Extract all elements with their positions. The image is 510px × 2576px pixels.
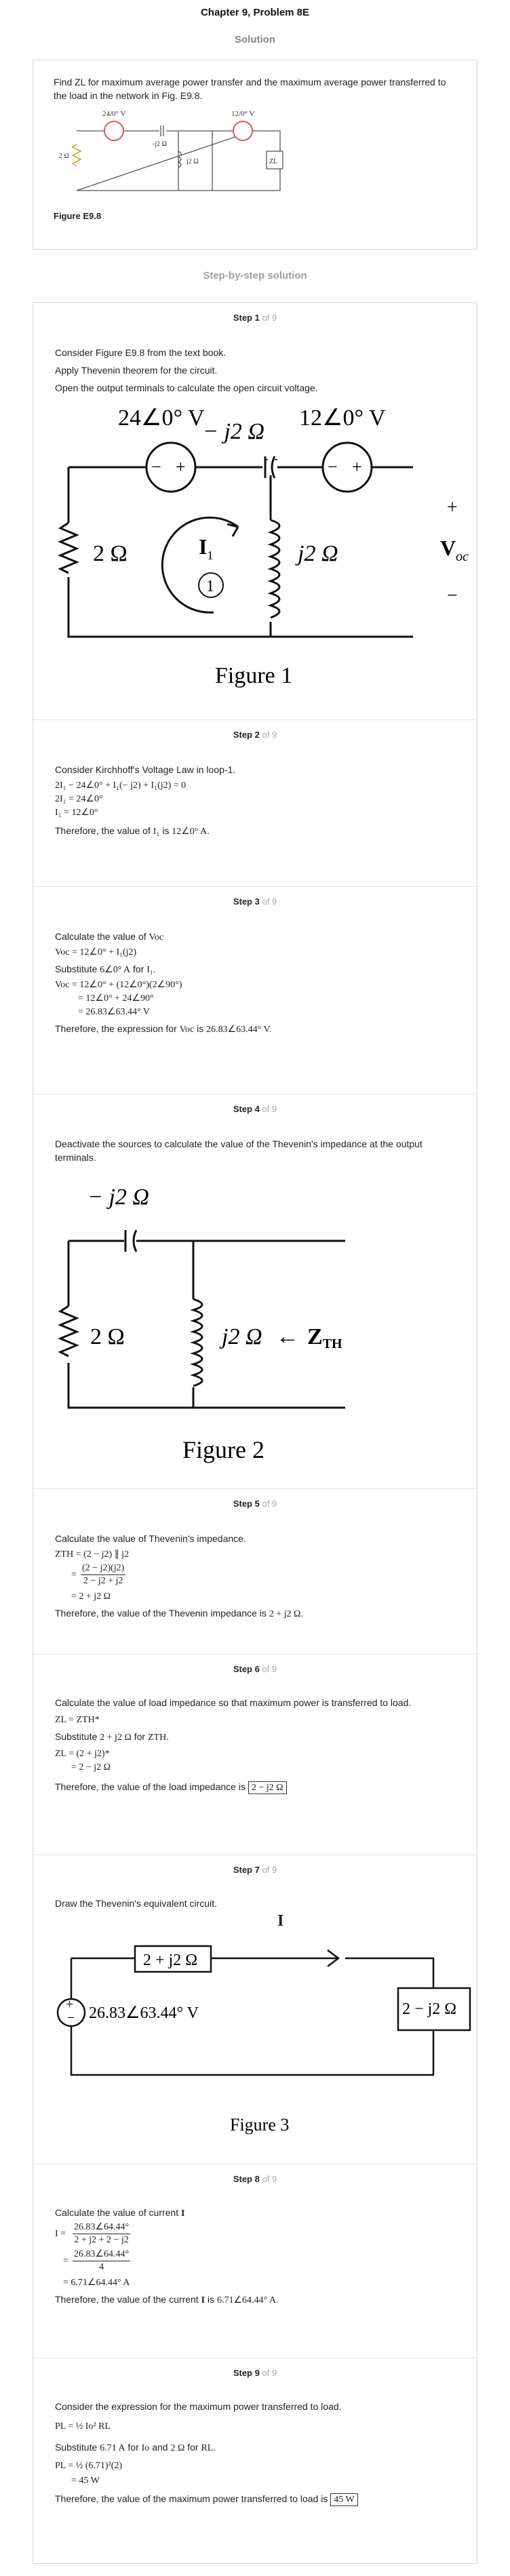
step-8	[33, 2164, 477, 2358]
step-6	[33, 1654, 477, 1855]
step-2-eq-3: I₁ = 12∠0°	[55, 808, 98, 818]
step-2	[33, 719, 477, 887]
figure-3-circuit	[54, 1934, 460, 2158]
problem-v2-label: 12/0° V	[231, 110, 255, 118]
step-7-label: Step 7	[233, 1865, 260, 1875]
step-3-eq-4: = 26.83∠63.44° V	[78, 1007, 150, 1017]
step-8-line-1: Calculate the value of current I	[55, 2207, 185, 2219]
step-2-total: of 9	[262, 730, 277, 740]
figure-3-current-label: I	[277, 1912, 284, 1930]
problem-cap-label: -j2 Ω	[153, 140, 168, 148]
step-4-header	[33, 1104, 477, 1114]
step-3-header	[33, 896, 477, 907]
figure-1-v1-minus: −	[151, 457, 161, 477]
figure-1-ind-label: j2 Ω	[298, 541, 338, 566]
figure-3-zth-label: 2 + j2 Ω	[143, 1951, 198, 1969]
figure-3-caption: Figure 3	[230, 2115, 290, 2135]
problem-circuit	[56, 104, 314, 199]
step-8-total: of 9	[262, 2174, 277, 2184]
solution-label: Solution	[235, 34, 275, 45]
step-9-eq-3: = 45 W	[71, 2476, 100, 2486]
step-9-conclusion: Therefore, the value of the maximum power transferred to load is 45 W	[55, 2493, 358, 2506]
step-6-total: of 9	[262, 1664, 277, 1674]
step-1-line-1: Consider Figure E9.8 from the text book.	[55, 347, 227, 358]
step-3-eq-1: Voc = 12∠0° + I₁(j2)	[55, 947, 137, 957]
step-6-line-1: Calculate the value of load impedance so that maximum power is transferred to load.	[55, 1697, 412, 1708]
step-5-header	[33, 1499, 477, 1509]
step-9-label: Step 9	[233, 2368, 260, 2378]
step-7-header	[33, 1865, 477, 1875]
step-5-total: of 9	[262, 1499, 277, 1509]
step-2-eq-1: 2I₁ − 24∠0° + I₁(− j2) + I₁(j2) = 0	[55, 780, 187, 791]
step-8-eq-2: = 26.83∠64.44° 4	[63, 2249, 130, 2272]
step-4-total: of 9	[262, 1104, 277, 1114]
step-9-line-1: Consider the expression for the maximum power transferred to load.	[55, 2401, 342, 2412]
step-3-conclusion: Therefore, the expression for Voc is 26.83∠63.44° V.	[55, 1023, 272, 1035]
step-6-substitute: Substitute 2 + j2 Ω for ZTH.	[55, 1731, 169, 1743]
figure-1-loop-label: 1	[206, 578, 214, 595]
problem-card	[33, 60, 477, 250]
figure-1-voc-minus: −	[447, 585, 458, 606]
step-1-total: of 9	[262, 313, 277, 323]
step-6-conclusion: Therefore, the value of the load impedance is 2 − j2 Ω	[55, 1781, 287, 1794]
figure-3-source-label: 26.83∠63.44° V	[89, 2004, 199, 2022]
step-8-label: Step 8	[233, 2174, 260, 2184]
problem-res-label: 2 Ω	[59, 153, 69, 160]
step-6-eq-3: = 2 − j2 Ω	[71, 1762, 111, 1772]
page-title: Chapter 9, Problem 8E	[200, 7, 310, 18]
figure-1-v2-minus: −	[328, 457, 338, 477]
figure-1-current-label: $I_1$	[199, 534, 214, 562]
step-5-eq-3: = 2 + j2 Ω	[71, 1591, 111, 1602]
figure-3-plus: +	[66, 1997, 74, 2012]
figure-1-circuit	[60, 398, 467, 717]
step-2-line-1: Consider Kirchhoff's Voltage Law in loop-1.	[55, 764, 236, 775]
step-6-header	[33, 1664, 477, 1674]
figure-1-v2-label: 12∠0° V	[299, 405, 386, 431]
step-1-label: Step 1	[233, 313, 260, 323]
figure-2-cap-label: − j2 Ω	[87, 1185, 149, 1210]
step-7	[33, 1855, 477, 2164]
problem-load-label: ZL	[269, 158, 278, 165]
figure-1-caption: Figure 1	[215, 663, 293, 688]
figure-2-zth-label: ZTH	[307, 1324, 342, 1351]
figure-1-cap-label: − j2 Ω	[203, 419, 264, 444]
step-6-eq-1: ZL = ZTH*	[55, 1715, 100, 1725]
step-5-line-1: Calculate the value of Thevenin's impedance.	[55, 1533, 246, 1544]
step-7-total: of 9	[262, 1865, 277, 1875]
problem-ind-label: j2 Ω	[187, 158, 199, 165]
figure-2-res-label: 2 Ω	[90, 1324, 125, 1349]
step-9-substitute: Substitute 6.71 A for Io and 2 Ω for RL.	[55, 2442, 216, 2453]
solution-heading: Step-by-step solution	[203, 270, 307, 281]
step-1	[33, 303, 477, 719]
step-9	[33, 2358, 477, 2564]
figure-2-caption: Figure 2	[182, 1436, 264, 1463]
step-4	[33, 1094, 477, 1489]
step-3-eq-3: = 12∠0° + 24∠90°	[78, 993, 154, 1004]
step-3-eq-2: Voc = 12∠0° + (12∠0°)(2∠90°)	[55, 980, 182, 990]
figure-3-load-label: 2 − j2 Ω	[402, 2000, 457, 2018]
step-5-eq-2: = (2 − j2)(j2) 2 − j2 + j2	[71, 1563, 125, 1586]
step-2-conclusion: Therefore, the value of I₁ is 12∠0° A.	[55, 825, 210, 837]
figure-1-v2-plus: +	[352, 457, 362, 477]
step-2-header	[33, 730, 477, 740]
step-5-eq-1: ZTH = (2 − j2) ∥ j2	[55, 1549, 130, 1560]
step-5-label: Step 5	[233, 1499, 260, 1509]
step-7-line-1: Draw the Thevenin's equivalent circuit.	[55, 1898, 217, 1909]
step-4-line-2: terminals.	[55, 1152, 96, 1163]
step-8-eq-1-lhs: I =	[55, 2229, 66, 2239]
figure-2-ind-label: j2 Ω	[222, 1324, 262, 1349]
problem-figure-label: Figure E9.8	[54, 211, 102, 221]
step-8-header	[33, 2174, 477, 2184]
step-3-total: of 9	[262, 896, 277, 907]
step-2-eq-2: 2I₁ = 24∠0°	[55, 794, 103, 804]
step-8-eq-3: = 6.71∠64.44° A	[63, 2278, 130, 2288]
step-3-substitute: Substitute 6∠0° A for I₁.	[55, 964, 156, 975]
figure-1-res-label: 2 Ω	[93, 541, 128, 566]
problem-text: Find ZL for maximum average power transfer and the maximum average power transferred to the load in the network in Fig. E9.8.	[54, 77, 446, 101]
figure-3-minus: −	[67, 2010, 75, 2025]
step-9-answer: 45 W	[330, 2493, 357, 2506]
step-3-label: Step 3	[233, 896, 260, 907]
step-9-eq-1: PL = ½ Io² RL	[55, 2421, 111, 2432]
step-1-header	[33, 313, 477, 323]
figure-1-voc-label: $V_{oc}$	[440, 536, 469, 564]
step-3-line-1: Calculate the value of Voc	[55, 931, 164, 943]
step-1-line-2: Apply Thevenin theorem for the circuit.	[55, 365, 218, 376]
step-4-label: Step 4	[233, 1104, 260, 1114]
steps-card	[33, 302, 477, 2564]
step-6-eq-2: ZL = (2 + j2)*	[55, 1749, 110, 1759]
step-6-answer: 2 − j2 Ω	[248, 1781, 287, 1794]
step-9-header	[33, 2368, 477, 2378]
step-6-label: Step 6	[233, 1664, 260, 1674]
step-2-label: Step 2	[233, 730, 260, 740]
step-5-conclusion: Therefore, the value of the Thevenin impedance is 2 + j2 Ω.	[55, 1608, 303, 1619]
figure-1-voc-plus: +	[447, 497, 458, 518]
figure-2-circuit	[60, 1170, 399, 1469]
step-9-total: of 9	[262, 2368, 277, 2378]
step-9-eq-2: PL = ½ (6.71)²(2)	[55, 2461, 123, 2471]
step-1-line-3: Open the output terminals to calculate the open circuit voltage.	[55, 382, 318, 393]
step-8-conclusion: Therefore, the value of the current I is 6.71∠64.44° A.	[55, 2294, 279, 2305]
figure-2-arrow: ←	[276, 1324, 299, 1349]
step-5	[33, 1488, 477, 1654]
figure-1-v1-plus: +	[176, 457, 186, 477]
step-8-eq-1: 26.83∠64.44° 2 + j2 + 2 − j2	[74, 2222, 130, 2245]
step-4-line-1: Deactivate the sources to calculate the value of the Thevenin's impedance at the output	[55, 1138, 423, 1149]
problem-v1-label: 24/0° V	[102, 110, 126, 118]
figure-1-v1-label: 24∠0° V	[118, 405, 205, 431]
step-3	[33, 886, 477, 1094]
